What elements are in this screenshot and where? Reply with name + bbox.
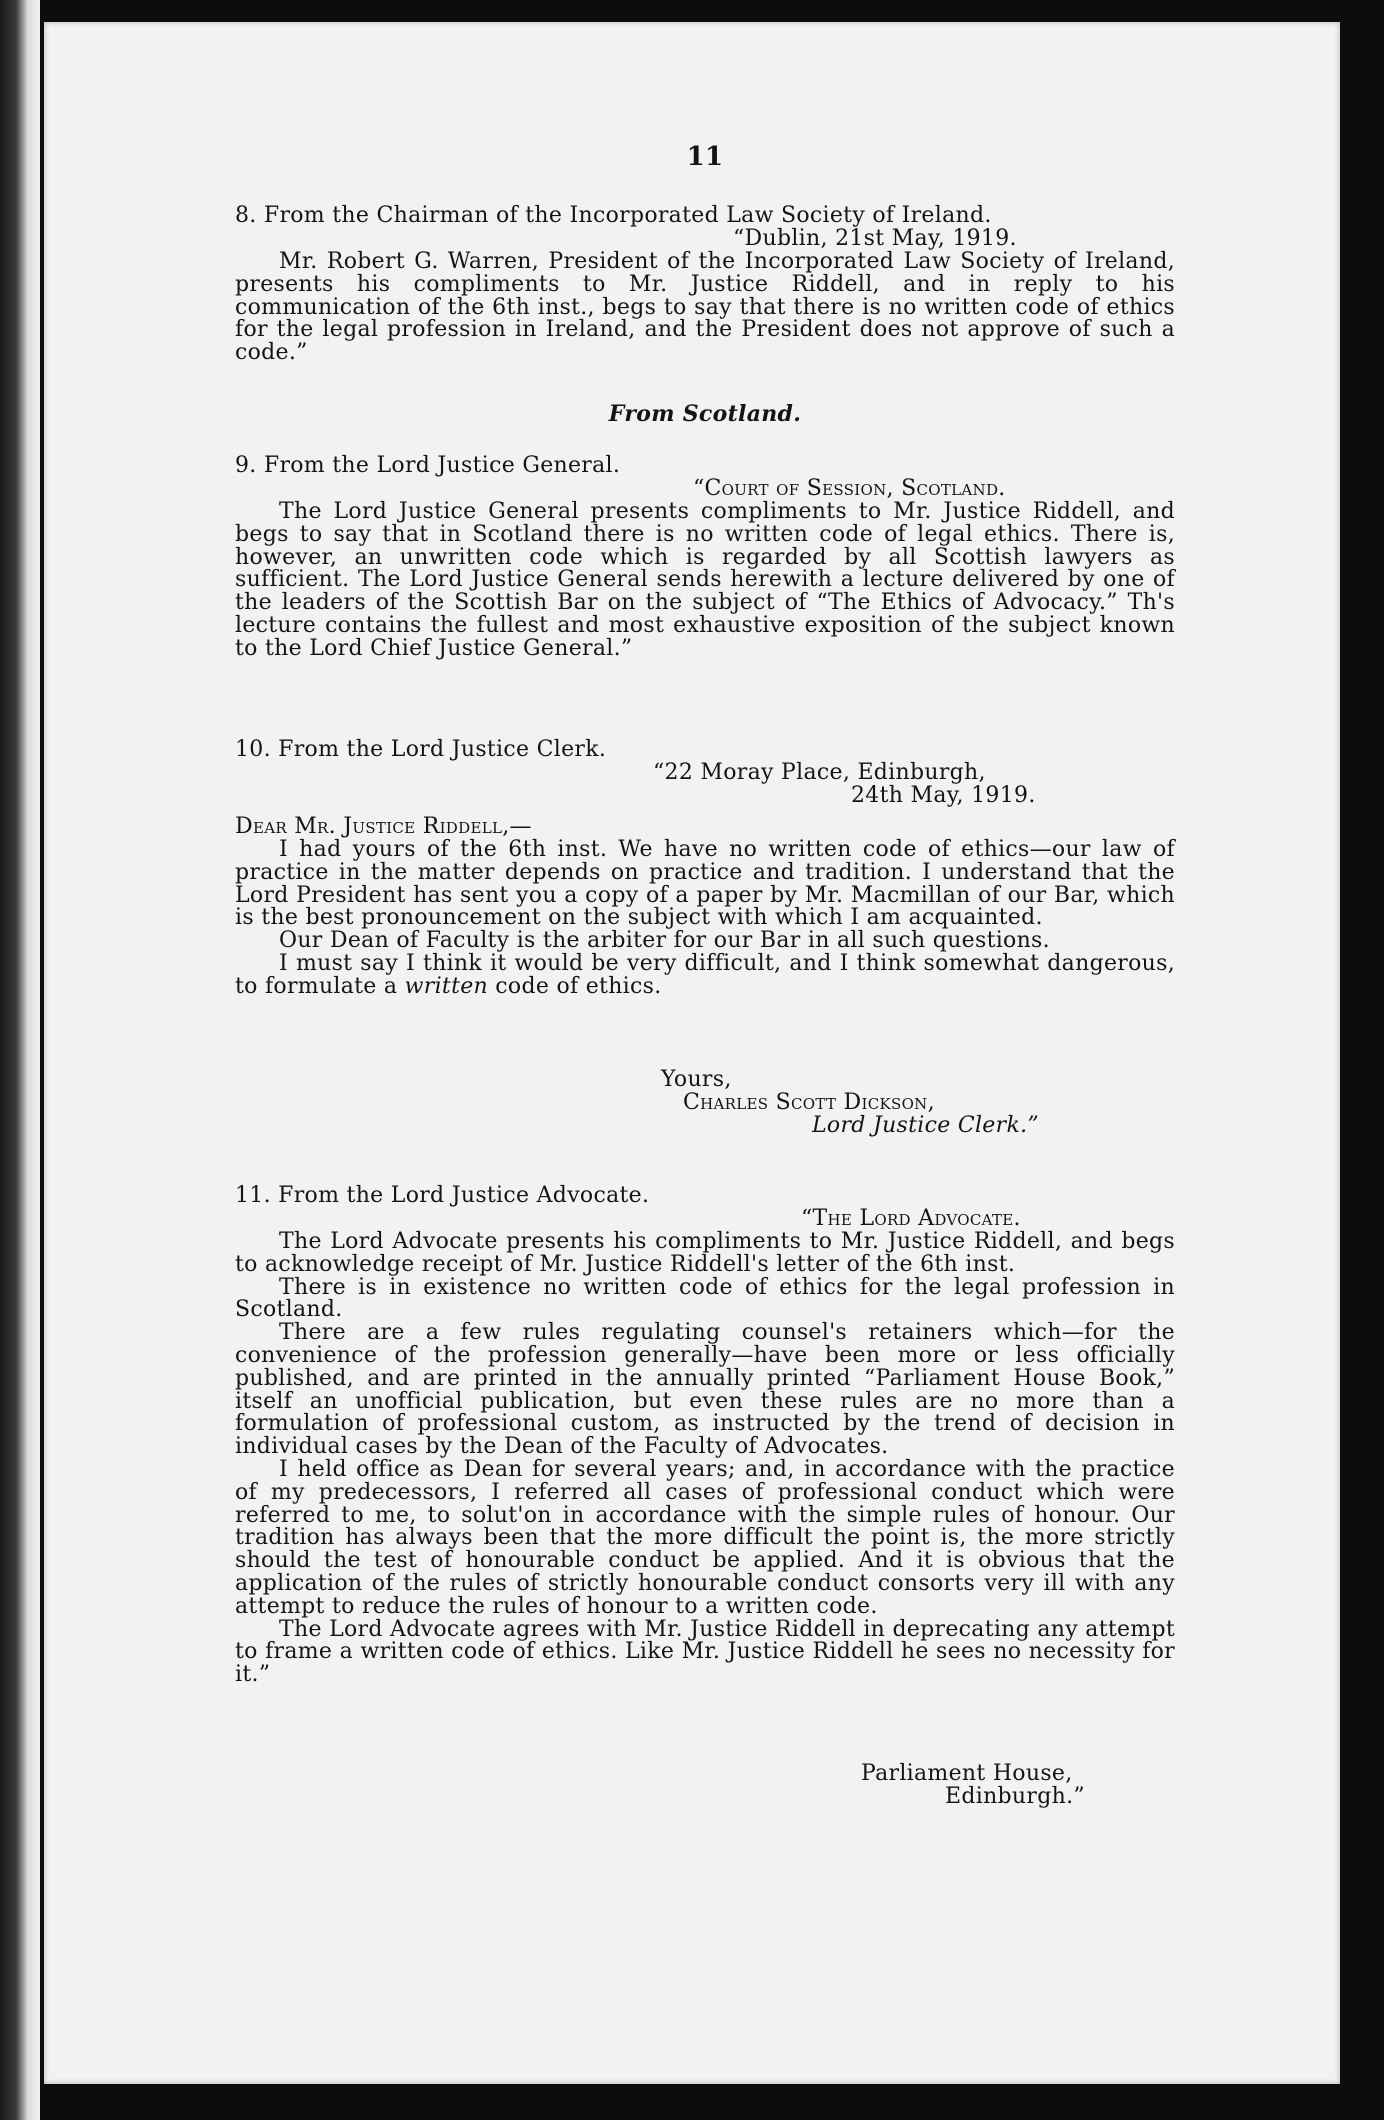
section-10-salutation: Dear Mr. Justice Riddell,— (235, 814, 532, 839)
section-10-signature: Charles Scott Dickson, (683, 1090, 935, 1115)
section-11-para-5: The Lord Advocate agrees with Mr. Justice Riddell in deprecating any attempt to frame a written code of ethics. Like Mr. Justice Riddell he sees no necessity for it.” (235, 1616, 1175, 1688)
section-11-place-line-2: Edinburgh.” (945, 1784, 1085, 1809)
section-8-heading: 8. From the Chairman of the Incorporated Law Society of Ireland. (235, 203, 992, 228)
section-9-heading: 9. From the Lord Justice General. (235, 453, 621, 478)
section-11-para-4: I held office as Dean for several years; and, in accordance with the practice of my predecessors, I referred all cases of professional conduct which were referred to me, to solut'on in accordance with the simple rules of honour. Our tradition has always been that the more difficult the point is, the more strictly should the test of honourable conduct be applied. And it is obvious that the application of the rules of strictly honourable conduct consorts very ill with any attempt to reduce the rules of honour to a written code. (235, 1456, 1175, 1619)
section-9-body: The Lord Justice General presents compliments to Mr. Justice Riddell, and begs to say that in Scotland there is no written code of legal ethics. There is, however, an unwritten code which is regarded by all Scottish lawyers as sufficient. The Lord Justice General sends herewith a lecture delivered by one of the leaders of the Scottish Bar on the subject of “The Ethics of Advocacy.” Th's lecture contains the fullest and most exhaustive exposition of the subject known to the Lord Chief Justice General.” (235, 499, 1175, 661)
section-11-heading: 11. From the Lord Justice Advocate. (235, 1183, 650, 1208)
section-10-address: “22 Moray Place, Edinburgh, (653, 760, 986, 785)
section-10-para-3: I must say I think it would be very difficult, and I think somewhat dangerous, to formulate a written code of ethics. (235, 950, 1175, 999)
emphasis-written: written (404, 973, 488, 999)
section-10-date: 24th May, 1919. (851, 783, 1036, 808)
section-11-para-1: The Lord Advocate presents his compliments to Mr. Justice Riddell, and begs to acknowledge receipt of Mr. Justice Riddell's letter of the 6th inst. (235, 1229, 1175, 1277)
section-8-body: Mr. Robert G. Warren, President of the Incorporated Law Society of Ireland, presents his compliments to Mr. Justice Riddell, and in reply to his communication of the 6th inst., begs to say that there is no written code of ethics for the legal profession in Ireland, and the President does not approve of such a code.” (235, 249, 1175, 366)
section-10-closing: Yours, (661, 1067, 732, 1092)
section-10-heading: 10. From the Lord Justice Clerk. (235, 737, 607, 762)
section-11-address: “The Lord Advocate. (801, 1206, 1021, 1231)
section-10-para-2: Our Dean of Faculty is the arbiter for our Bar in all such questions. (279, 928, 1050, 954)
section-10-letter (235, 839, 1175, 999)
section-11-para-3: There are a few rules regulating counsel's retainers which—for the convenience of the profession generally—have been more or less officially published, and are printed in the annually printed “Parliament House Book,” itself an unofficial publication, but even these rules are no more than a formulation of professional custom, as instructed by the trend of decision in individual cases by the Dean of the Faculty of Advocates. (235, 1320, 1175, 1460)
document-page (44, 22, 1340, 2084)
section-10-para-1: I had yours of the 6th inst. We have no written code of ethics—our law of practice in the matter depends on practice and tradition. I understand that the Lord President has sent you a copy of a paper by Mr. Macmillan of our Bar, which is the best pronouncement on the subject with which I am acquainted. (235, 837, 1175, 931)
book-spine-shadow (0, 0, 40, 2120)
section-8-dateline: “Dublin, 21st May, 1919. (733, 226, 1017, 251)
section-9-address: “Court of Session, Scotland. (693, 476, 1006, 501)
section-11-place-line-1: Parliament House, (861, 1761, 1073, 1786)
section-11-letter (235, 1231, 1175, 1687)
section-11-para-2: There is in existence no written code of ethics for the legal profession in Scotland. (235, 1274, 1175, 1323)
section-heading-scotland: From Scotland. (608, 401, 802, 427)
page-number: 11 (686, 142, 724, 172)
section-10-signatory-title: Lord Justice Clerk.” (812, 1113, 1039, 1138)
